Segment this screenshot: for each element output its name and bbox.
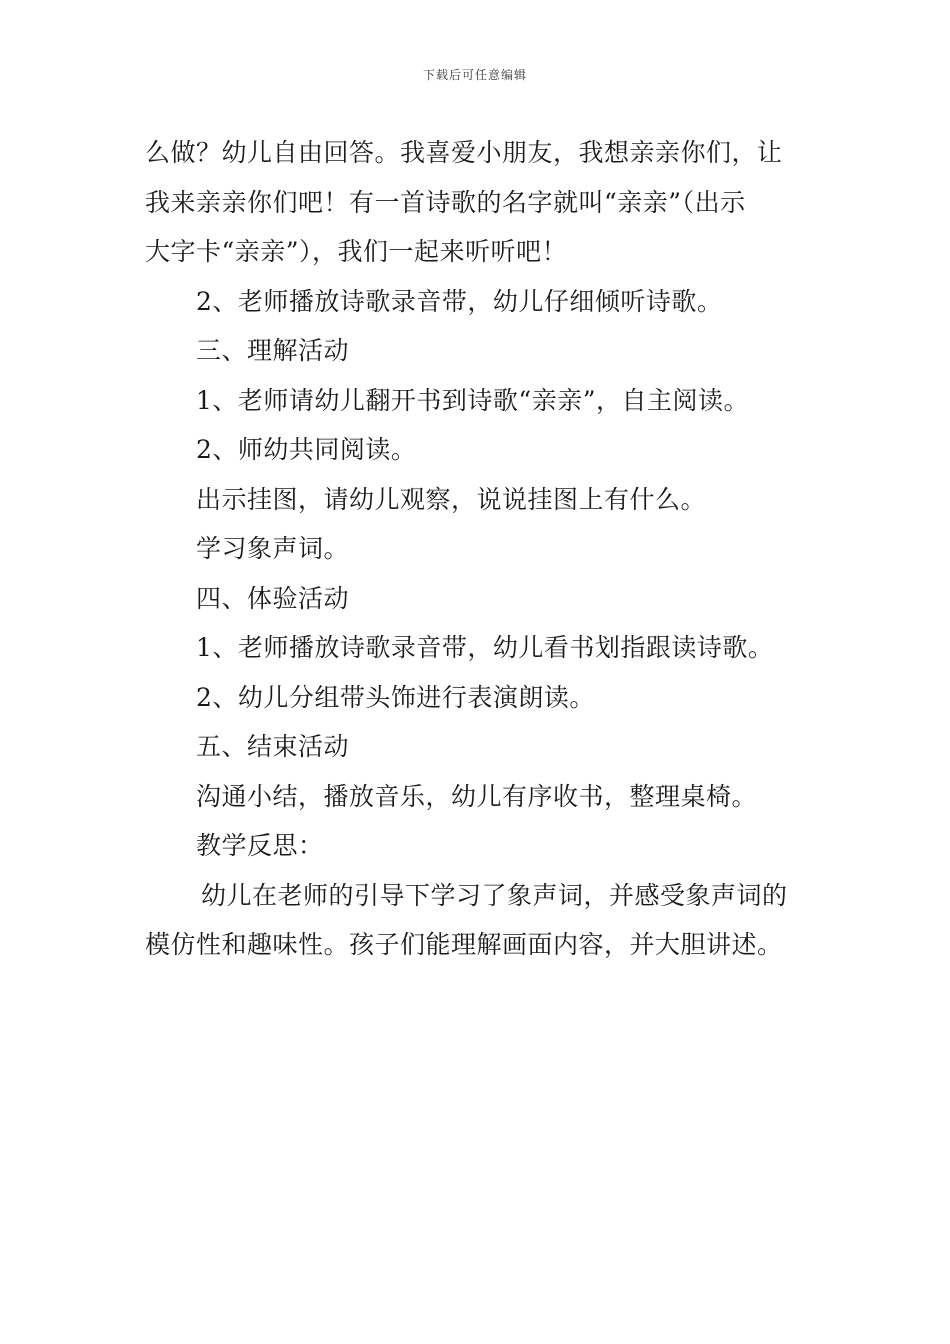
paragraph-line: 么做？幼儿自由回答。我喜爱小朋友，我想亲亲你们，让 xyxy=(145,138,783,167)
step-item: 2、师幼共同阅读。 xyxy=(196,435,417,464)
reflection-text: 幼儿在老师的引导下学习了象声词，并感受象声词的 xyxy=(201,880,788,910)
step-item: 1、老师请幼儿翻开书到诗歌“亲亲”，自主阅读。 xyxy=(196,385,749,415)
step-item: 2、幼儿分组带头饰进行表演朗读。 xyxy=(196,682,595,712)
paragraph-line: 我来亲亲你们吧！有一首诗歌的名字就叫“亲亲”（出示 xyxy=(145,187,746,217)
page-header: 下载后可任意编辑 xyxy=(422,68,527,82)
step-item: 1、老师播放诗歌录音带，幼儿看书划指跟读诗歌。 xyxy=(196,633,774,662)
section-heading: 四、体验活动 xyxy=(196,583,350,613)
reflection-heading: 教学反思： xyxy=(196,831,324,860)
reflection-text: 模仿性和趣味性。孩子们能理解画面内容，并大胆讲述。 xyxy=(145,930,783,959)
section-heading: 五、结束活动 xyxy=(196,732,350,761)
paragraph-line: 大字卡“亲亲”），我们一起来听听吧！ xyxy=(145,237,568,266)
document-body xyxy=(145,128,810,970)
paragraph-line: 沟通小结，播放音乐，幼儿有序收书，整理桌椅。 xyxy=(196,781,758,811)
paragraph-line: 学习象声词。 xyxy=(196,534,350,563)
section-heading: 三、理解活动 xyxy=(196,336,350,365)
step-item: 2、老师播放诗歌录音带，幼儿仔细倾听诗歌。 xyxy=(196,286,723,316)
paragraph-line: 出示挂图，请幼儿观察，说说挂图上有什么。 xyxy=(196,484,707,514)
